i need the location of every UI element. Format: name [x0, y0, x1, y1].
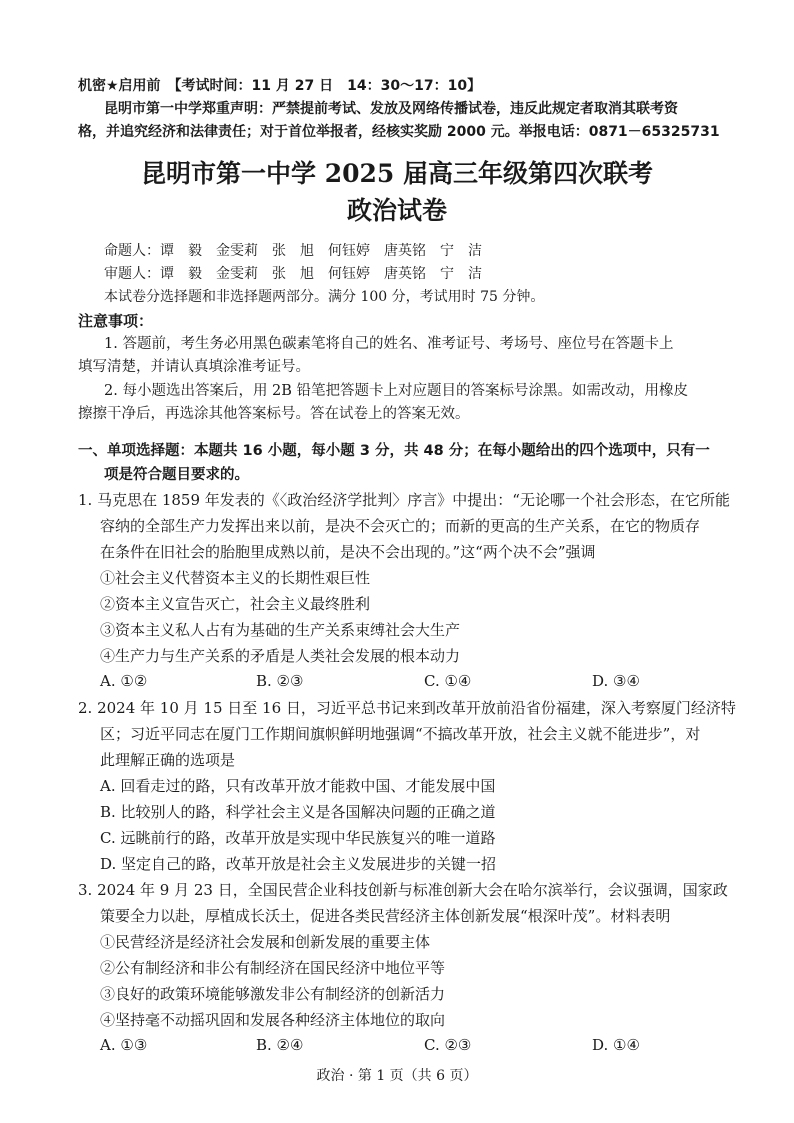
q3-stem-line-1: 3. 2024 年 9 月 23 日，全国民营企业科技创新与标准创新大会在哈尔滨举行，会议强调，国家政: [78, 881, 728, 899]
q1-option-b: B. ②③: [256, 672, 304, 690]
exam-title: 昆明市第一中学 2025 届高三年级第四次联考: [141, 159, 653, 188]
notice-heading: 注意事项：: [78, 312, 154, 330]
secret-exam-time-line: 机密★启用前 【考试时间：11 月 27 日 14：30～17：10】: [78, 78, 482, 94]
q1-stem-line-1: 1. 马克思在 1859 年发表的《〈政治经济学批判〉序言》中提出：“无论哪一个社会形态，在它所能: [78, 491, 730, 509]
q3-stem-line-2: 策要全力以赴，厚植成长沃土，促进各类民营经济主体创新发展“根深叶茂”。材料表明: [100, 907, 671, 925]
q1-stem-line-3: 在条件在旧社会的胎胞里成熟以前，是决不会出现的。”这“两个决不会”强调: [100, 543, 596, 561]
notice-item-1-line-2: 填写清楚，并请认真填涂准考证号。: [78, 359, 310, 375]
q3-statement-2: ②公有制经济和非公有制经济在国民经济中地位平等: [100, 959, 446, 977]
paper-summary-line: 本试卷分选择题和非选择题两部分。满分 100 分，考试用时 75 分钟。: [104, 289, 545, 305]
q3-statement-1: ①民营经济是经济社会发展和创新发展的重要主体: [100, 933, 431, 951]
authors-line: 命题人：谭 毅 金雯莉 张 旭 何钰婷 唐英铭 宁 洁: [104, 243, 482, 259]
q3-option-b: B. ②④: [256, 1036, 304, 1054]
q2-option-d: D. 坚定自己的路，改革开放是社会主义发展进步的关键一招: [100, 855, 497, 873]
statement-line-2: 格，并追究经济和法律责任；对于首位举报者，经核实奖励 2000 元。举报电话：0871－65325731: [78, 124, 720, 140]
q1-statement-2: ②资本主义宣告灭亡，社会主义最终胜利: [100, 595, 371, 613]
q3-statement-4: ④坚持毫不动摇巩固和发展各种经济主体地位的取向: [100, 1011, 446, 1029]
q2-stem-line-3: 此理解正确的选项是: [100, 751, 236, 769]
notice-item-1-line-1: 1. 答题前，考生务必用黑色碳素笔将自己的姓名、准考证号、考场号、座位号在答题卡上: [104, 336, 674, 352]
page-footer: 政治 · 第 1 页（共 6 页）: [316, 1068, 478, 1084]
notice-item-2-line-1: 2. 每小题选出答案后，用 2B 铅笔把答题卡上对应题目的答案标号涂黑。如需改动，用橡皮: [104, 383, 689, 399]
section-1-heading-line-1: 一、单项选择题：本题共 16 小题，每小题 3 分，共 48 分；在每小题给出的四个选项中，只有一: [78, 443, 710, 459]
q1-statement-4: ④生产力与生产关系的矛盾是人类社会发展的根本动力: [100, 647, 461, 665]
exam-subtitle: 政治试卷: [346, 196, 447, 225]
q1-option-c: C. ①④: [424, 672, 472, 690]
q2-stem-line-1: 2. 2024 年 10 月 15 日至 16 日，习近平总书记来到改革开放前沿省份福建，深入考察厦门经济特: [78, 699, 736, 717]
notice-item-2-line-2: 擦擦干净后，再选涂其他答案标号。答在试卷上的答案无效。: [78, 406, 470, 422]
q2-stem-line-2: 区；习近平同志在厦门工作期间旗帜鲜明地强调“不搞改革开放，社会主义就不能进步”，对: [100, 725, 701, 743]
q1-statement-1: ①社会主义代替资本主义的长期性艰巨性: [100, 569, 371, 587]
statement-line-1: 昆明市第一中学郑重声明：严禁提前考试、发放及网络传播试卷，违反此规定者取消其联考资: [104, 101, 678, 117]
reviewers-line: 审题人：谭 毅 金雯莉 张 旭 何钰婷 唐英铭 宁 洁: [104, 266, 482, 282]
q2-option-a: A. 回看走过的路，只有改革开放才能救中国、才能发展中国: [100, 777, 496, 795]
q1-stem-line-2: 容纳的全部生产力发挥出来以前，是决不会灭亡的；而新的更高的生产关系，在它的物质存: [100, 517, 701, 535]
q3-option-d: D. ①④: [592, 1036, 640, 1054]
q3-option-a: A. ①③: [100, 1036, 148, 1054]
q2-option-b: B. 比较别人的路，科学社会主义是各国解决问题的正确之道: [100, 803, 496, 821]
q2-option-c: C. 远眺前行的路，改革开放是实现中华民族复兴的唯一道路: [100, 829, 496, 847]
q1-statement-3: ③资本主义私人占有为基础的生产关系束缚社会大生产: [100, 621, 461, 639]
q1-option-d: D. ③④: [592, 672, 640, 690]
section-1-heading-line-2: 项是符合题目要求的。: [104, 467, 249, 483]
q1-option-a: A. ①②: [100, 672, 148, 690]
q3-statement-3: ③良好的政策环境能够激发非公有制经济的创新活力: [100, 985, 446, 1003]
q3-option-c: C. ②③: [424, 1036, 472, 1054]
